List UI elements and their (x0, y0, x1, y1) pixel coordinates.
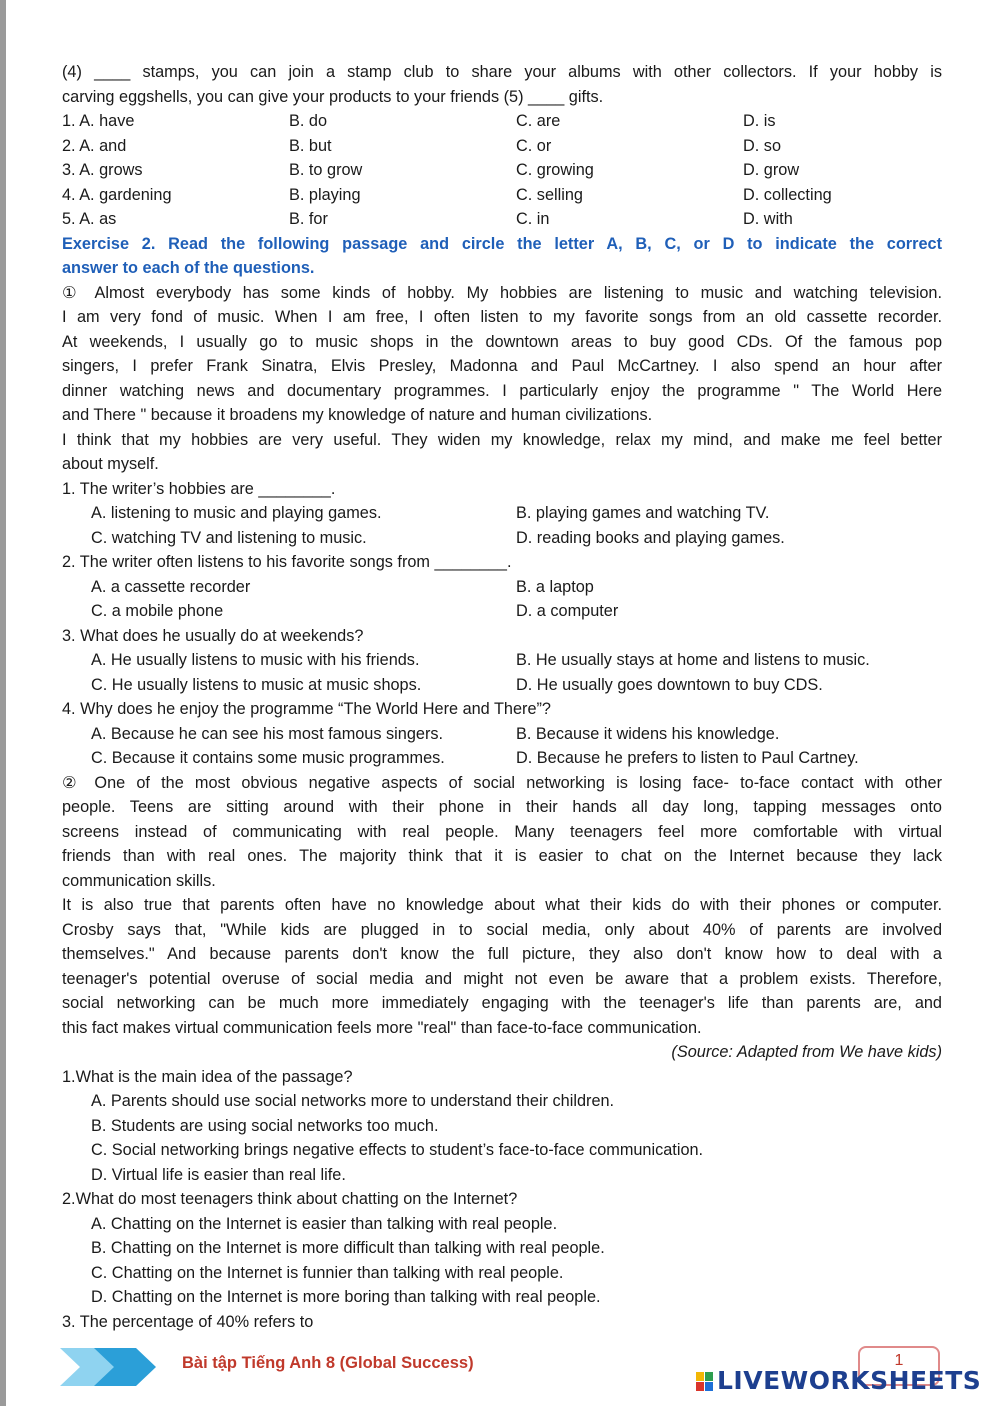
passage-line: and There " because it broadens my knowledge of nature and human civilizations. (62, 406, 653, 424)
passage-line: singers, I prefer Frank Sinatra, Elvis Presley, Madonna and Paul McCartney. I also spend an hour after (62, 357, 942, 375)
answer-row (62, 599, 942, 624)
answer-option[interactable]: D. Virtual life is easier than real life. (91, 1165, 346, 1184)
answer-option[interactable]: B. Chatting on the Internet is more difficult than talking with real people. (91, 1239, 605, 1257)
cloze-option-row (62, 134, 942, 159)
answer-option[interactable]: A. listening to music and playing games. (91, 504, 382, 522)
question-text: 2.What do most teenagers think about chatting on the Internet? (62, 1190, 518, 1208)
answer-row (62, 526, 942, 551)
passage-line: communication skills. (62, 871, 216, 890)
exercise-2-heading: Exercise 2. Read the following passage and circle the letter A, B, C, or D to indicate the correct (62, 234, 942, 253)
passage-line: It is also true that parents often have no knowledge about what their kids do with their phones or computer. (62, 896, 942, 914)
cloze-option[interactable]: 2. A. and (62, 136, 127, 155)
liveworksheets-logo-text: LIVEWORKSHEETS (717, 1366, 982, 1395)
cloze-option[interactable]: C. or (516, 136, 552, 155)
answer-option[interactable]: C. Chatting on the Internet is funnier than talking with real people. (91, 1263, 564, 1282)
passage-line: people. Teens are sitting around with their phone in their hands all day long, tapping messages onto (62, 798, 942, 816)
answer-option[interactable]: C. Because it contains some music programmes. (91, 749, 445, 767)
footer-title: Bài tập Tiếng Anh 8 (Global Success) (182, 1354, 474, 1372)
question-text: 2. The writer often listens to his favorite songs from ________. (62, 553, 512, 571)
answer-option[interactable]: B. Because it widens his knowledge. (516, 724, 780, 743)
cloze-option[interactable]: B. but (289, 136, 332, 155)
passage-line: At weekends, I usually go to music shops in the downtown areas to buy good CDs. Of the famous pop (62, 332, 942, 351)
cloze-option[interactable]: D. grow (743, 161, 800, 179)
answer-option[interactable]: B. playing games and watching TV. (516, 504, 770, 522)
worksheet-content (62, 60, 942, 1334)
answer-option[interactable]: B. He usually stays at home and listens to music. (516, 651, 870, 669)
page-edge-shadow (0, 0, 6, 1406)
answer-option[interactable]: C. a mobile phone (91, 602, 224, 620)
answer-option[interactable]: D. Chatting on the Internet is more boring than talking with real people. (91, 1288, 601, 1306)
answer-option[interactable]: B. Students are using social networks too much. (91, 1116, 439, 1135)
answer-option[interactable]: D. He usually goes downtown to buy CDS. (516, 675, 823, 694)
cloze-options (62, 109, 942, 232)
passage-line: screens instead of communicating with real people. Many teenagers feel more comfortable with virtual (62, 822, 942, 841)
answer-option[interactable]: D. reading books and playing games. (516, 528, 785, 547)
cloze-option[interactable]: B. for (289, 210, 328, 228)
answer-row (62, 648, 942, 673)
cloze-option[interactable]: C. in (516, 210, 550, 228)
passage-line: ② One of the most obvious negative aspects of social networking is losing face- to-face contact with other (62, 773, 942, 792)
question-text: 1. The writer’s hobbies are ________. (62, 479, 336, 498)
passage-line: friends than with real ones. The majority think that it is easier to chat on the Internet because they lack (62, 847, 942, 865)
cloze-line-2: carving eggshells, you can give your products to your friends (5) ____ gifts. (62, 87, 604, 106)
passage-line: about myself. (62, 455, 159, 473)
cloze-option-row (62, 109, 942, 134)
passage-line: I am very fond of music. When I am free, I often listen to my favorite songs from an old cassette recorder. (62, 308, 942, 326)
answer-option[interactable]: A. Because he can see his most famous singers. (91, 724, 444, 743)
answer-option[interactable]: D. Because he prefers to listen to Paul Cartney. (516, 749, 859, 767)
answer-row (62, 746, 942, 771)
passage-line: I think that my hobbies are very useful. They widen my knowledge, relax my mind, and make me feel better (62, 430, 942, 449)
answer-option[interactable]: C. Social networking brings negative effects to student’s face-to-face communication. (91, 1141, 704, 1159)
answer-option[interactable]: A. Parents should use social networks more to understand their children. (91, 1092, 615, 1110)
chevron-arrows-icon (60, 1346, 160, 1388)
cloze-option[interactable]: C. growing (516, 161, 594, 179)
cloze-option[interactable]: C. are (516, 112, 561, 130)
cloze-option[interactable]: 5. A. as (62, 210, 117, 228)
passage-line: social networking can be much more immediately engaging with the teenager's life than parents are, and (62, 994, 942, 1012)
answer-option[interactable]: B. a laptop (516, 577, 594, 596)
cloze-option-row (62, 207, 942, 232)
passage-line: ① Almost everybody has some kinds of hobby. My hobbies are listening to music and watching television. (62, 283, 942, 302)
cloze-option[interactable]: D. is (743, 112, 776, 130)
passage-2-questions (62, 1065, 942, 1335)
liveworksheets-logo[interactable] (696, 1366, 981, 1396)
cloze-option-row (62, 183, 942, 208)
answer-row (62, 722, 942, 747)
cloze-option[interactable]: D. collecting (743, 185, 832, 204)
cloze-option-row (62, 158, 942, 183)
passage-line: dinner watching news and documentary programmes. I particularly enjoy the programme " The World Here (62, 381, 942, 400)
cloze-option[interactable]: D. with (743, 210, 793, 228)
question-text: 1.What is the main idea of the passage? (62, 1067, 353, 1086)
passage-2 (62, 771, 942, 1065)
answer-row (62, 501, 942, 526)
cloze-option[interactable]: B. to grow (289, 161, 363, 179)
answer-row (62, 575, 942, 600)
answer-option[interactable]: A. a cassette recorder (91, 577, 251, 596)
answer-option[interactable]: C. watching TV and listening to music. (91, 528, 367, 547)
source-citation: (Source: Adapted from We have kids) (671, 1043, 942, 1061)
passage-line: themselves." And because parents don't know the full picture, they also don't know how to deal with a (62, 945, 942, 963)
passage-1-questions (62, 477, 942, 771)
cloze-option[interactable]: 3. A. grows (62, 161, 143, 179)
answer-option[interactable]: A. Chatting on the Internet is easier than talking with real people. (91, 1214, 558, 1233)
passage-line: Crosby says that, "While kids are plugged in to social media, only about 40% of parents are involved (62, 920, 942, 939)
cloze-line-1: (4) ____ stamps, you can join a stamp club to share your albums with other collectors. If your hobby is (62, 63, 942, 81)
cloze-option[interactable]: 1. A. have (62, 112, 135, 130)
question-text: 4. Why does he enjoy the programme “The World Here and There”? (62, 700, 551, 718)
exercise-2-heading-cont: answer to each of the questions. (62, 259, 315, 277)
answer-row (62, 673, 942, 698)
question-text: 3. What does he usually do at weekends? (62, 626, 364, 645)
liveworksheets-logo-icon (696, 1372, 713, 1391)
answer-option[interactable]: A. He usually listens to music with his friends. (91, 651, 420, 669)
question-text: 3. The percentage of 40% refers to (62, 1312, 314, 1331)
cloze-option[interactable]: D. so (743, 136, 782, 155)
passage-line: this fact makes virtual communication feels more "real" than face-to-face communication. (62, 1018, 702, 1037)
answer-option[interactable]: C. He usually listens to music at music shops. (91, 675, 422, 694)
cloze-option[interactable]: 4. A. gardening (62, 185, 172, 204)
cloze-option[interactable]: B. do (289, 112, 328, 130)
cloze-option[interactable]: B. playing (289, 185, 361, 204)
passage-line: teenager's potential overuse of social media and might not even be aware that a problem exists. Therefore, (62, 969, 942, 988)
passage-1 (62, 281, 942, 477)
page-number: 1 (894, 1352, 904, 1369)
cloze-option[interactable]: C. selling (516, 185, 583, 204)
answer-option[interactable]: D. a computer (516, 602, 619, 620)
